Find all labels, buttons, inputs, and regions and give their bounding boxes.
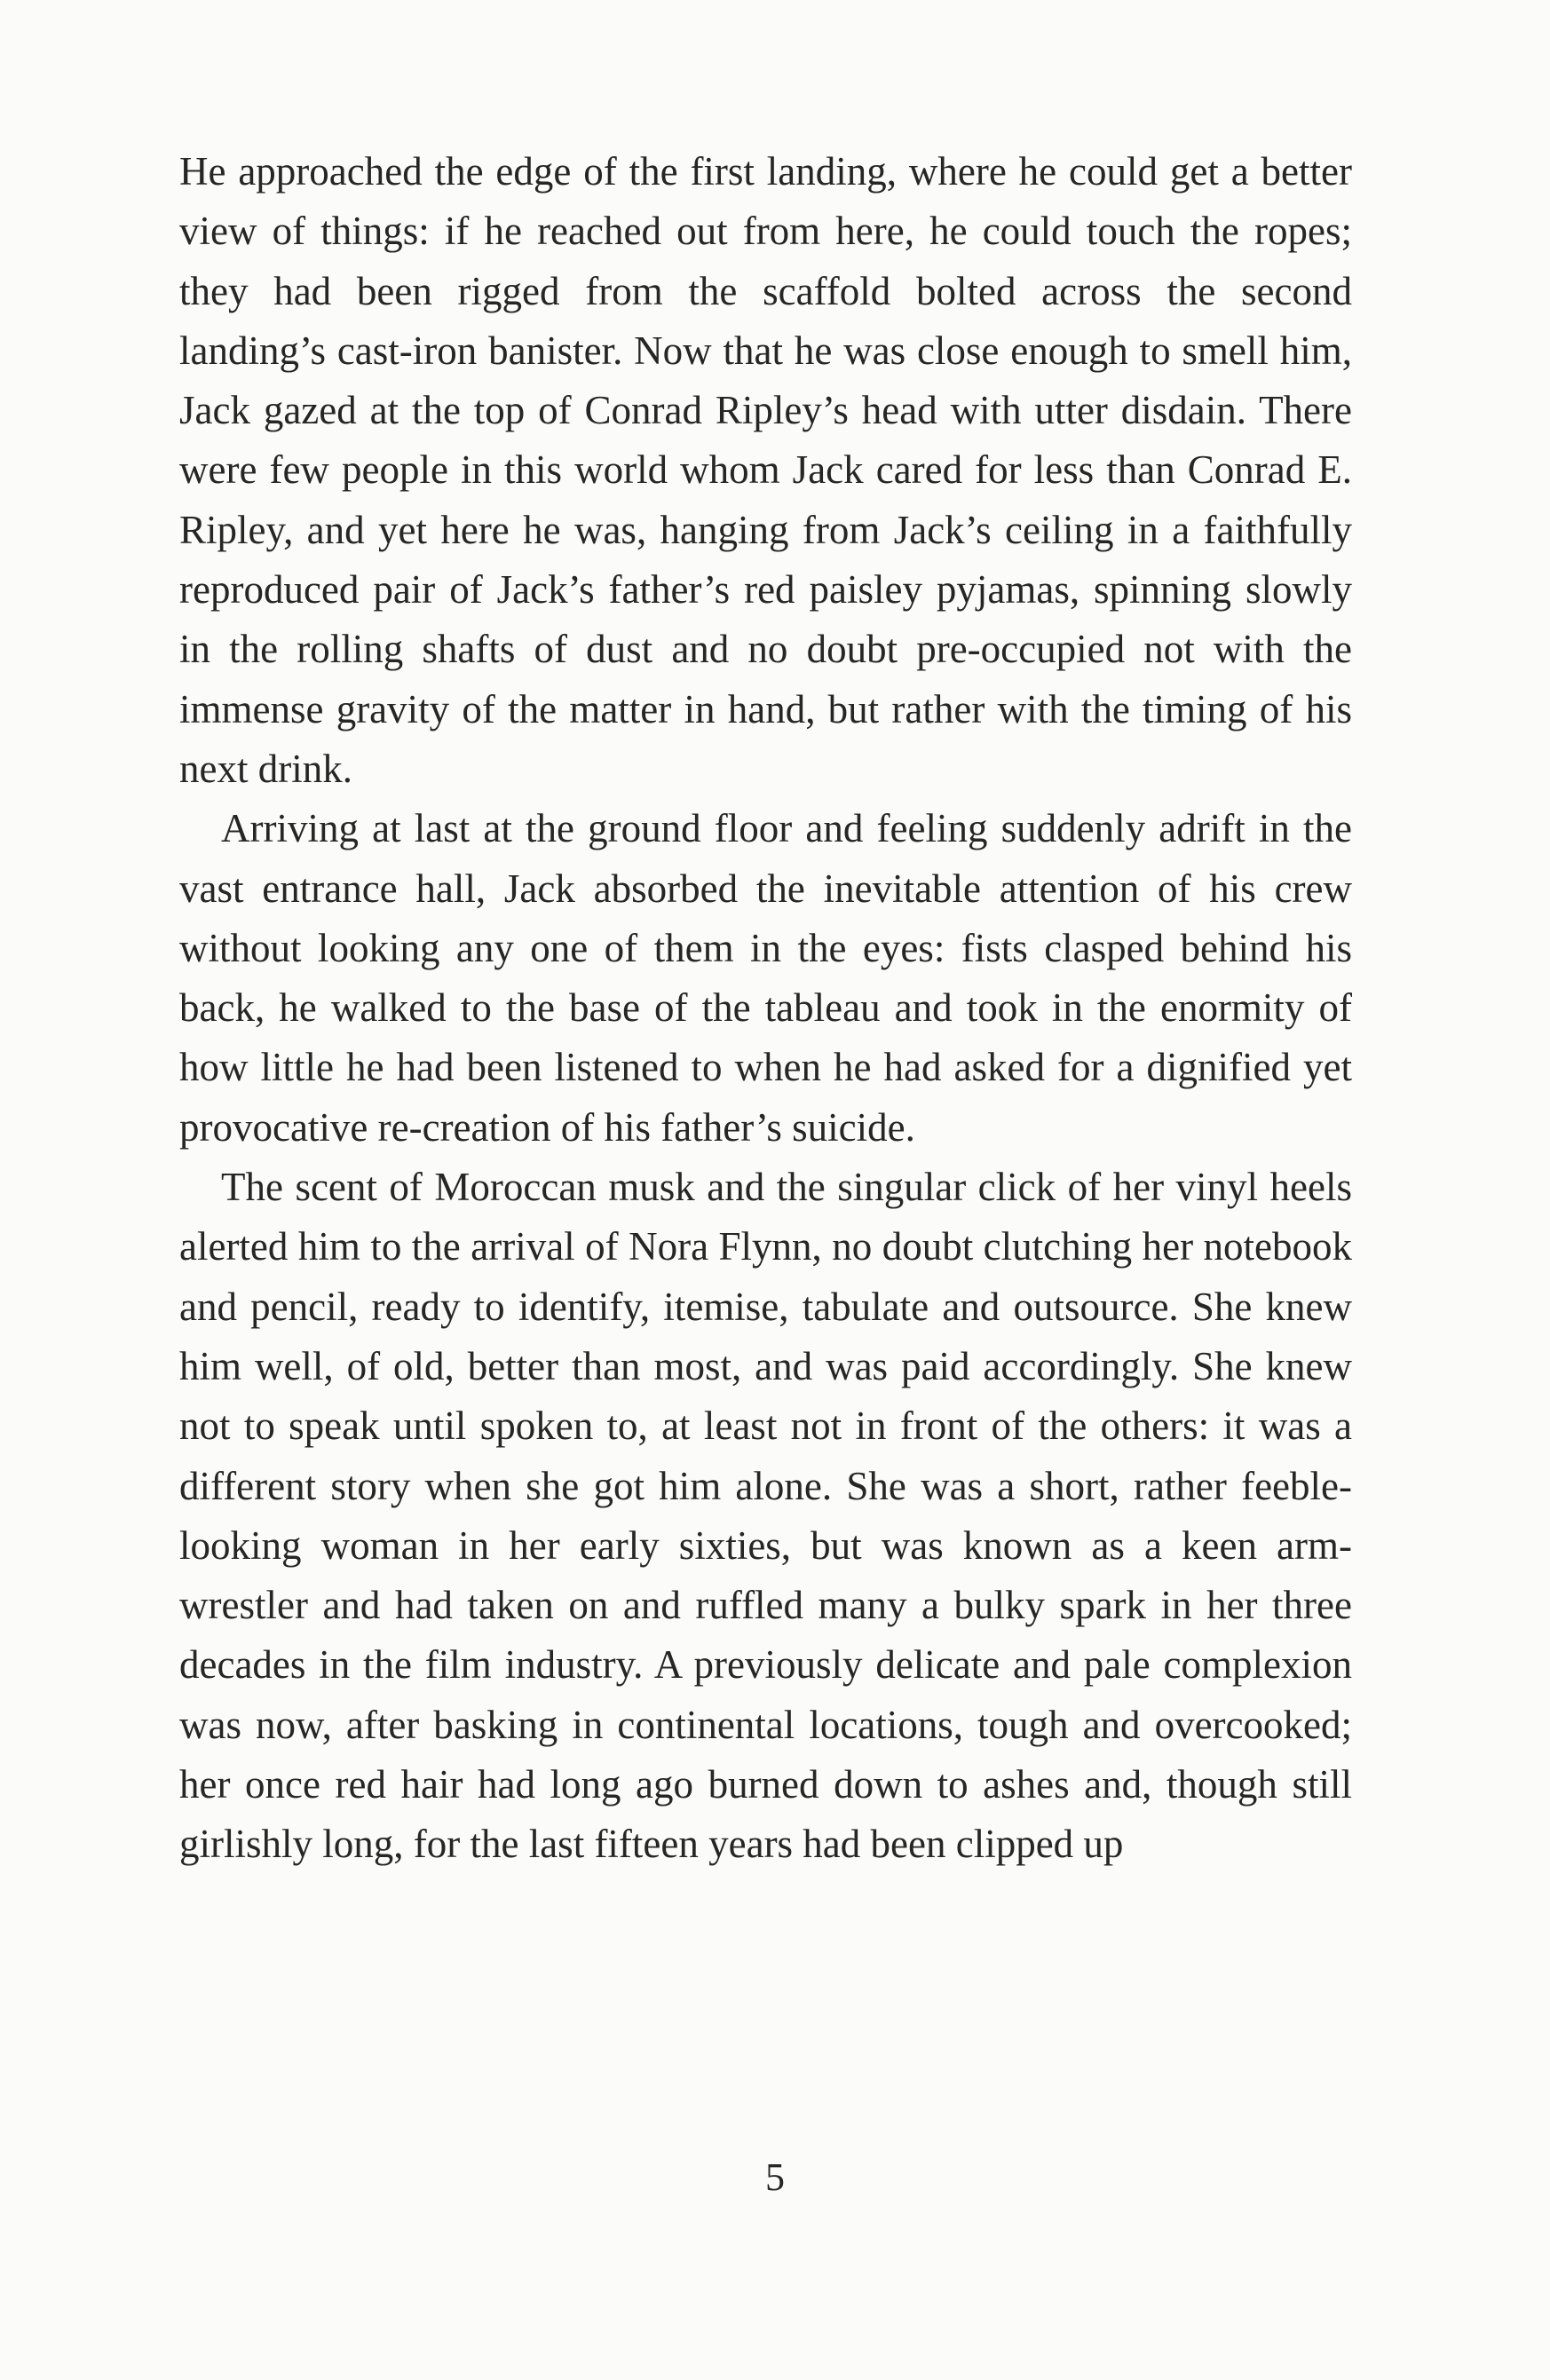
paragraph-3: The scent of Moroccan musk and the singular click of her vinyl heels alerted him to the arrival of Nora Flynn, no doubt clutching her notebook and pencil, ready to identify, itemise, tabulate and outsource. She knew him well, of old, better than most, and was paid accordingly. She knew not to speak until spoken to, at least not in front of the others: it was a different story when she got him alone. She was a short, rather feeble-looking woman in her early sixties, but was known as a keen arm-wrestler and had taken on and ruffled many a bulky spark in her three decades in the film industry. A previously delicate and pale complexion was now, after basking in continental locations, tough and overcooked; her once red hair had long ago burned down to ashes and, though still girlishly long, for the last fifteen years had been clipped up [179,1165,1352,1867]
paragraph-2: Arriving at last at the ground floor and feeling suddenly adrift in the vast entrance hall, Jack absorbed the inevitable attention of his crew without looking any one of them in the eyes: fists clasped behind his back, he walked to the base of the tableau and took in the enormity of how little he had been listened to when he had asked for a dignified yet provocative re-creation of his father’s suicide. [179,806,1352,1150]
body-text [179,142,1352,1875]
paragraph-1: He approached the edge of the first landing, where he could get a better view of things: if he reached out from here, he could touch the ropes; they had been rigged from the scaffold bolted across the second landing’s cast-iron banister. Now that he was close enough to smell him, Jack gazed at the top of Conrad Ripley’s head with utter disdain. There were few people in this world whom Jack cared for less than Conrad E. Ripley, and yet here he was, hanging from Jack’s ceiling in a faithfully reproduced pair of Jack’s father’s red paisley pyjamas, spinning slowly in the rolling shafts of dust and no doubt pre-occupied not with the immense gravity of the matter in hand, but rather with the timing of his next drink. [179,149,1352,791]
page-number: 5 [765,2155,785,2199]
